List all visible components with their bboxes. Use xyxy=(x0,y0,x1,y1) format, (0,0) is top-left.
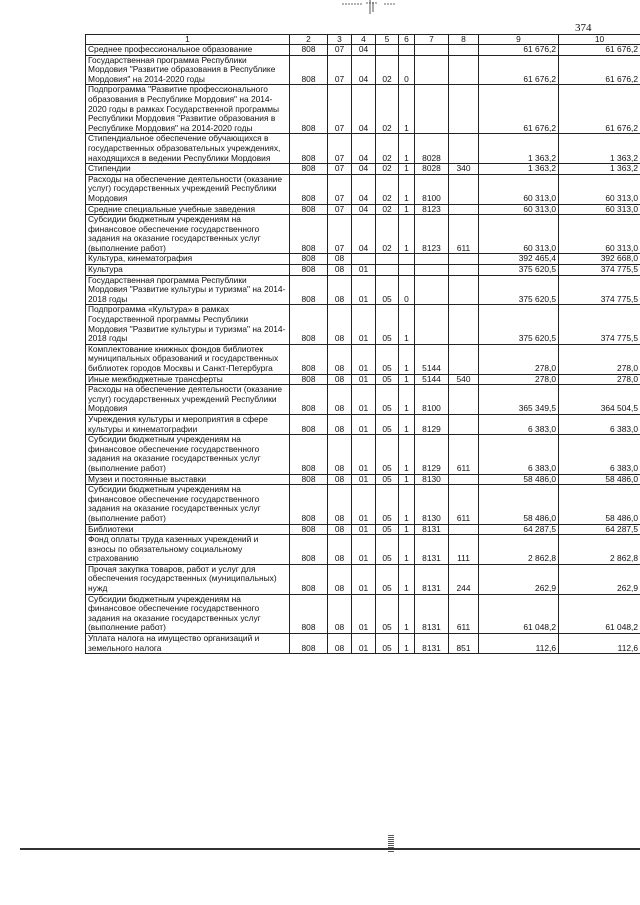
cell-subsection: 04 xyxy=(352,204,376,215)
row-name: Подпрограмма «Культура» в рамках Государственной программы Республики Мордовия "Развитие культуры и туризма" на 2014-2018 годы xyxy=(86,305,290,344)
cell-subsection: 01 xyxy=(352,474,376,485)
table-row xyxy=(86,45,640,56)
row-name: Музеи и постоянные выставки xyxy=(86,474,290,485)
cell-target xyxy=(415,305,449,344)
cell-target: 8130 xyxy=(415,485,449,524)
table-row xyxy=(86,485,640,524)
row-name: Государственная программа Республики Мордовия "Развитие образования в Республике Мордовия" на 2014-2020 годы xyxy=(86,55,290,85)
cell-subsection: 01 xyxy=(352,524,376,535)
cell-amount-col9: 278,0 xyxy=(479,374,559,385)
cell-target: 8123 xyxy=(415,215,449,254)
row-name: Фонд оплаты труда казенных учреждений и взносы по обязательному социальному страхованию xyxy=(86,535,290,565)
cell-target xyxy=(415,254,449,265)
cell-section: 08 xyxy=(328,305,352,344)
table-row xyxy=(86,474,640,485)
cell-expense-type: 611 xyxy=(449,485,479,524)
cell-amount-col10: 374 775,5 xyxy=(559,305,640,344)
cell-target: 8100 xyxy=(415,385,449,415)
column-header-10: 10 xyxy=(559,35,640,45)
cell-amount-col9: 375 620,5 xyxy=(479,275,559,305)
cell-subprogram: 1 xyxy=(399,134,415,164)
cell-expense-type xyxy=(449,174,479,204)
cell-amount-col9: 112,6 xyxy=(479,634,559,654)
cell-ministry: 808 xyxy=(290,134,328,164)
cell-amount-col9: 61 676,2 xyxy=(479,45,559,56)
cell-expense-type xyxy=(449,55,479,85)
table-row xyxy=(86,164,640,175)
cell-amount-col10: 60 313,0 xyxy=(559,174,640,204)
cell-ministry: 808 xyxy=(290,414,328,434)
cell-ministry: 808 xyxy=(290,564,328,594)
cell-amount-col10: 364 504,5 xyxy=(559,385,640,415)
cell-subsection xyxy=(352,254,376,265)
table-row xyxy=(86,305,640,344)
cell-subsection: 04 xyxy=(352,45,376,56)
cell-ministry: 808 xyxy=(290,85,328,134)
cell-subprogram: 1 xyxy=(399,594,415,633)
row-name: Библиотеки xyxy=(86,524,290,535)
cell-target: 8131 xyxy=(415,564,449,594)
cell-amount-col9: 6 383,0 xyxy=(479,414,559,434)
cell-target: 8131 xyxy=(415,535,449,565)
column-header-6: 6 xyxy=(399,35,415,45)
cell-program xyxy=(376,45,399,56)
cell-subprogram xyxy=(399,265,415,276)
cell-expense-type xyxy=(449,265,479,276)
cell-ministry: 808 xyxy=(290,275,328,305)
cell-ministry: 808 xyxy=(290,164,328,175)
cell-program: 02 xyxy=(376,174,399,204)
column-header-3: 3 xyxy=(328,35,352,45)
cell-expense-type xyxy=(449,134,479,164)
cell-program: 02 xyxy=(376,134,399,164)
cell-program: 05 xyxy=(376,524,399,535)
cell-amount-col10: 1 363,2 xyxy=(559,164,640,175)
cell-expense-type xyxy=(449,275,479,305)
cell-target: 8123 xyxy=(415,204,449,215)
cell-ministry: 808 xyxy=(290,374,328,385)
cell-ministry: 808 xyxy=(290,55,328,85)
cell-program: 05 xyxy=(376,305,399,344)
cell-program: 02 xyxy=(376,215,399,254)
cell-amount-col10: 60 313,0 xyxy=(559,215,640,254)
cell-section: 07 xyxy=(328,174,352,204)
cell-amount-col10: 392 668,0 xyxy=(559,254,640,265)
cell-expense-type: 244 xyxy=(449,564,479,594)
cell-program: 02 xyxy=(376,85,399,134)
cell-program: 05 xyxy=(376,414,399,434)
cell-subprogram xyxy=(399,45,415,56)
row-name: Учреждения культуры и мероприятия в сфере культуры и кинематографии xyxy=(86,414,290,434)
row-name: Субсидии бюджетным учреждениям на финансовое обеспечение государственного задания на оказание государственных услуг (выполнение работ) xyxy=(86,485,290,524)
cell-subsection: 01 xyxy=(352,594,376,633)
cell-amount-col9: 60 313,0 xyxy=(479,204,559,215)
cell-target xyxy=(415,275,449,305)
table-row xyxy=(86,385,640,415)
cell-subprogram: 1 xyxy=(399,215,415,254)
row-name: Культура xyxy=(86,265,290,276)
cell-program xyxy=(376,254,399,265)
cell-target xyxy=(415,265,449,276)
cell-subprogram xyxy=(399,254,415,265)
cell-expense-type: 340 xyxy=(449,164,479,175)
table-row xyxy=(86,215,640,254)
column-header-7: 7 xyxy=(415,35,449,45)
table-row xyxy=(86,414,640,434)
row-name: Субсидии бюджетным учреждениям на финансовое обеспечение государственного задания на оказание государственных услуг (выполнение работ) xyxy=(86,435,290,474)
cell-subprogram: 1 xyxy=(399,374,415,385)
cell-program: 05 xyxy=(376,385,399,415)
cell-subsection: 01 xyxy=(352,265,376,276)
cell-amount-col10: 1 363,2 xyxy=(559,134,640,164)
cell-subprogram: 1 xyxy=(399,414,415,434)
table-row xyxy=(86,374,640,385)
cell-amount-col9: 2 862,8 xyxy=(479,535,559,565)
cell-target: 8129 xyxy=(415,435,449,474)
cell-expense-type xyxy=(449,524,479,535)
cell-amount-col9: 64 287,5 xyxy=(479,524,559,535)
cell-section: 07 xyxy=(328,45,352,56)
cell-subsection: 04 xyxy=(352,215,376,254)
row-name: Стипендиальное обеспечение обучающихся в государственных образовательных учреждениях, находящихся в ведении Республики Мордовия xyxy=(86,134,290,164)
cell-expense-type xyxy=(449,204,479,215)
cell-subsection: 04 xyxy=(352,55,376,85)
cell-amount-col9: 1 363,2 xyxy=(479,134,559,164)
cell-target: 5144 xyxy=(415,374,449,385)
cell-subsection: 04 xyxy=(352,174,376,204)
cell-amount-col10: 61 676,2 xyxy=(559,45,640,56)
cell-ministry: 808 xyxy=(290,385,328,415)
cell-program: 05 xyxy=(376,485,399,524)
cell-target xyxy=(415,55,449,85)
row-name: Подпрограмма "Развитие профессионального образования в Республике Мордовия" на 2014-2020 годы в рамках Государственной программы Республики Мордовия "Развитие образования в Республике Мордовия" на 2014-2020 годы xyxy=(86,85,290,134)
cell-expense-type xyxy=(449,385,479,415)
cell-expense-type: 540 xyxy=(449,374,479,385)
scan-artifact-mark xyxy=(340,0,400,14)
column-header-9: 9 xyxy=(479,35,559,45)
cell-amount-col9: 6 383,0 xyxy=(479,435,559,474)
cell-target: 8028 xyxy=(415,164,449,175)
cell-program: 05 xyxy=(376,374,399,385)
cell-subprogram: 1 xyxy=(399,204,415,215)
cell-subsection: 01 xyxy=(352,275,376,305)
cell-expense-type: 851 xyxy=(449,634,479,654)
table-row xyxy=(86,594,640,633)
cell-expense-type: 111 xyxy=(449,535,479,565)
table-row xyxy=(86,634,640,654)
cell-section: 07 xyxy=(328,164,352,175)
cell-program: 05 xyxy=(376,474,399,485)
cell-amount-col9: 278,0 xyxy=(479,344,559,374)
cell-subprogram: 1 xyxy=(399,435,415,474)
cell-ministry: 808 xyxy=(290,535,328,565)
cell-amount-col10: 64 287,5 xyxy=(559,524,640,535)
row-name: Государственная программа Республики Мордовия "Развитие культуры и туризма" на 2014-2018 годы xyxy=(86,275,290,305)
cell-ministry: 808 xyxy=(290,215,328,254)
column-header-2: 2 xyxy=(290,35,328,45)
cell-amount-col10: 58 486,0 xyxy=(559,485,640,524)
row-name: Расходы на обеспечение деятельности (оказание услуг) государственных учреждений Республики Мордовия xyxy=(86,174,290,204)
row-name: Среднее профессиональное образование xyxy=(86,45,290,56)
cell-subsection: 01 xyxy=(352,305,376,344)
cell-amount-col9: 365 349,5 xyxy=(479,385,559,415)
cell-subsection: 04 xyxy=(352,164,376,175)
cell-amount-col10: 60 313,0 xyxy=(559,204,640,215)
cell-amount-col9: 392 465,4 xyxy=(479,254,559,265)
cell-program: 05 xyxy=(376,535,399,565)
cell-expense-type xyxy=(449,85,479,134)
cell-section: 08 xyxy=(328,564,352,594)
cell-program: 05 xyxy=(376,594,399,633)
row-name: Средние специальные учебные заведения xyxy=(86,204,290,215)
table-row xyxy=(86,55,640,85)
cell-section: 07 xyxy=(328,55,352,85)
cell-subprogram: 1 xyxy=(399,485,415,524)
cell-expense-type xyxy=(449,474,479,485)
cell-target xyxy=(415,85,449,134)
cell-ministry: 808 xyxy=(290,524,328,535)
cell-program: 05 xyxy=(376,564,399,594)
cell-subprogram: 1 xyxy=(399,634,415,654)
cell-section: 08 xyxy=(328,275,352,305)
cell-amount-col9: 60 313,0 xyxy=(479,215,559,254)
cell-amount-col10: 278,0 xyxy=(559,344,640,374)
cell-expense-type: 611 xyxy=(449,215,479,254)
row-name: Расходы на обеспечение деятельности (оказание услуг) государственных учреждений Республики Мордовия xyxy=(86,385,290,415)
row-name: Субсидии бюджетным учреждениям на финансовое обеспечение государственного задания на оказание государственных услуг (выполнение работ) xyxy=(86,594,290,633)
cell-subprogram: 1 xyxy=(399,305,415,344)
cell-target: 8100 xyxy=(415,174,449,204)
cell-section: 08 xyxy=(328,485,352,524)
table-row xyxy=(86,265,640,276)
cell-program: 05 xyxy=(376,435,399,474)
scan-binding-mark xyxy=(388,835,394,853)
cell-target: 8131 xyxy=(415,634,449,654)
cell-subsection: 01 xyxy=(352,344,376,374)
cell-amount-col9: 61 676,2 xyxy=(479,55,559,85)
cell-amount-col10: 374 775,5 xyxy=(559,265,640,276)
cell-section: 08 xyxy=(328,265,352,276)
cell-ministry: 808 xyxy=(290,174,328,204)
cell-subsection: 01 xyxy=(352,564,376,594)
cell-program: 02 xyxy=(376,164,399,175)
cell-ministry: 808 xyxy=(290,594,328,633)
cell-amount-col9: 58 486,0 xyxy=(479,485,559,524)
cell-subprogram: 0 xyxy=(399,275,415,305)
cell-subprogram: 1 xyxy=(399,564,415,594)
cell-subprogram: 1 xyxy=(399,524,415,535)
table-row xyxy=(86,564,640,594)
cell-program: 05 xyxy=(376,634,399,654)
cell-ministry: 808 xyxy=(290,485,328,524)
cell-section: 08 xyxy=(328,634,352,654)
cell-subsection: 01 xyxy=(352,385,376,415)
column-header-4: 4 xyxy=(352,35,376,45)
cell-subprogram: 1 xyxy=(399,474,415,485)
cell-ministry: 808 xyxy=(290,435,328,474)
cell-expense-type xyxy=(449,344,479,374)
cell-amount-col10: 61 676,2 xyxy=(559,85,640,134)
cell-amount-col10: 374 775,5 xyxy=(559,275,640,305)
cell-ministry: 808 xyxy=(290,305,328,344)
cell-target: 8131 xyxy=(415,524,449,535)
cell-expense-type xyxy=(449,305,479,344)
cell-section: 08 xyxy=(328,524,352,535)
cell-amount-col10: 262,9 xyxy=(559,564,640,594)
cell-program: 02 xyxy=(376,204,399,215)
cell-amount-col10: 2 862,8 xyxy=(559,535,640,565)
cell-subprogram: 1 xyxy=(399,85,415,134)
cell-subprogram: 1 xyxy=(399,535,415,565)
row-name: Иные межбюджетные трансферты xyxy=(86,374,290,385)
cell-subsection: 01 xyxy=(352,414,376,434)
cell-section: 08 xyxy=(328,254,352,265)
cell-program xyxy=(376,265,399,276)
cell-ministry: 808 xyxy=(290,344,328,374)
cell-target xyxy=(415,45,449,56)
cell-subprogram: 1 xyxy=(399,344,415,374)
cell-section: 08 xyxy=(328,344,352,374)
page-bottom-rule xyxy=(20,848,640,850)
cell-amount-col9: 58 486,0 xyxy=(479,474,559,485)
row-name: Культура, кинематография xyxy=(86,254,290,265)
cell-amount-col9: 375 620,5 xyxy=(479,305,559,344)
cell-section: 08 xyxy=(328,385,352,415)
row-name: Прочая закупка товаров, работ и услуг для обеспечения государственных (муниципальных) нужд xyxy=(86,564,290,594)
cell-subsection: 01 xyxy=(352,435,376,474)
cell-section: 07 xyxy=(328,134,352,164)
cell-target: 8028 xyxy=(415,134,449,164)
table-row xyxy=(86,535,640,565)
cell-amount-col9: 61 048,2 xyxy=(479,594,559,633)
cell-amount-col10: 61 048,2 xyxy=(559,594,640,633)
cell-subsection: 01 xyxy=(352,485,376,524)
table-row xyxy=(86,174,640,204)
row-name: Субсидии бюджетным учреждениям на финансовое обеспечение государственного задания на оказание государственных услуг (выполнение работ) xyxy=(86,215,290,254)
cell-target: 8131 xyxy=(415,594,449,633)
cell-section: 08 xyxy=(328,435,352,474)
cell-subsection: 04 xyxy=(352,85,376,134)
cell-amount-col9: 1 363,2 xyxy=(479,164,559,175)
cell-expense-type: 611 xyxy=(449,435,479,474)
cell-section: 08 xyxy=(328,535,352,565)
cell-subsection: 04 xyxy=(352,134,376,164)
cell-section: 08 xyxy=(328,474,352,485)
cell-subsection: 01 xyxy=(352,634,376,654)
table-row xyxy=(86,85,640,134)
table-row xyxy=(86,134,640,164)
row-name: Уплата налога на имущество организаций и земельного налога xyxy=(86,634,290,654)
row-name: Комплектование книжных фондов библиотек муниципальных образований и государственных библиотек городов Москвы и Санкт-Петербурга xyxy=(86,344,290,374)
table-row xyxy=(86,435,640,474)
cell-section: 07 xyxy=(328,204,352,215)
cell-amount-col10: 61 676,2 xyxy=(559,55,640,85)
cell-subprogram: 0 xyxy=(399,55,415,85)
cell-amount-col10: 278,0 xyxy=(559,374,640,385)
cell-ministry: 808 xyxy=(290,265,328,276)
cell-ministry: 808 xyxy=(290,45,328,56)
cell-amount-col10: 112,6 xyxy=(559,634,640,654)
cell-target: 5144 xyxy=(415,344,449,374)
cell-ministry: 808 xyxy=(290,254,328,265)
cell-ministry: 808 xyxy=(290,474,328,485)
column-header-5: 5 xyxy=(376,35,399,45)
cell-target: 8130 xyxy=(415,474,449,485)
cell-subprogram: 1 xyxy=(399,174,415,204)
cell-subprogram: 1 xyxy=(399,164,415,175)
cell-expense-type xyxy=(449,45,479,56)
table-header-row xyxy=(86,35,640,45)
page-number: 374 xyxy=(575,22,592,34)
cell-program: 05 xyxy=(376,344,399,374)
column-header-1: 1 xyxy=(86,35,290,45)
table-row xyxy=(86,524,640,535)
cell-section: 08 xyxy=(328,374,352,385)
cell-amount-col9: 61 676,2 xyxy=(479,85,559,134)
cell-subsection: 01 xyxy=(352,374,376,385)
cell-amount-col10: 58 486,0 xyxy=(559,474,640,485)
cell-section: 08 xyxy=(328,594,352,633)
row-name: Стипендии xyxy=(86,164,290,175)
budget-table xyxy=(85,34,640,654)
cell-subprogram: 1 xyxy=(399,385,415,415)
table-row xyxy=(86,204,640,215)
column-header-8: 8 xyxy=(449,35,479,45)
table-row xyxy=(86,254,640,265)
cell-ministry: 808 xyxy=(290,634,328,654)
cell-section: 08 xyxy=(328,414,352,434)
table-row xyxy=(86,275,640,305)
cell-expense-type: 611 xyxy=(449,594,479,633)
table-row xyxy=(86,344,640,374)
cell-amount-col9: 375 620,5 xyxy=(479,265,559,276)
cell-program: 05 xyxy=(376,275,399,305)
cell-expense-type xyxy=(449,414,479,434)
cell-program: 02 xyxy=(376,55,399,85)
cell-section: 07 xyxy=(328,215,352,254)
cell-expense-type xyxy=(449,254,479,265)
cell-subsection: 01 xyxy=(352,535,376,565)
cell-ministry: 808 xyxy=(290,204,328,215)
cell-section: 07 xyxy=(328,85,352,134)
cell-target: 8129 xyxy=(415,414,449,434)
cell-amount-col10: 6 383,0 xyxy=(559,414,640,434)
cell-amount-col9: 262,9 xyxy=(479,564,559,594)
cell-amount-col9: 60 313,0 xyxy=(479,174,559,204)
cell-amount-col10: 6 383,0 xyxy=(559,435,640,474)
